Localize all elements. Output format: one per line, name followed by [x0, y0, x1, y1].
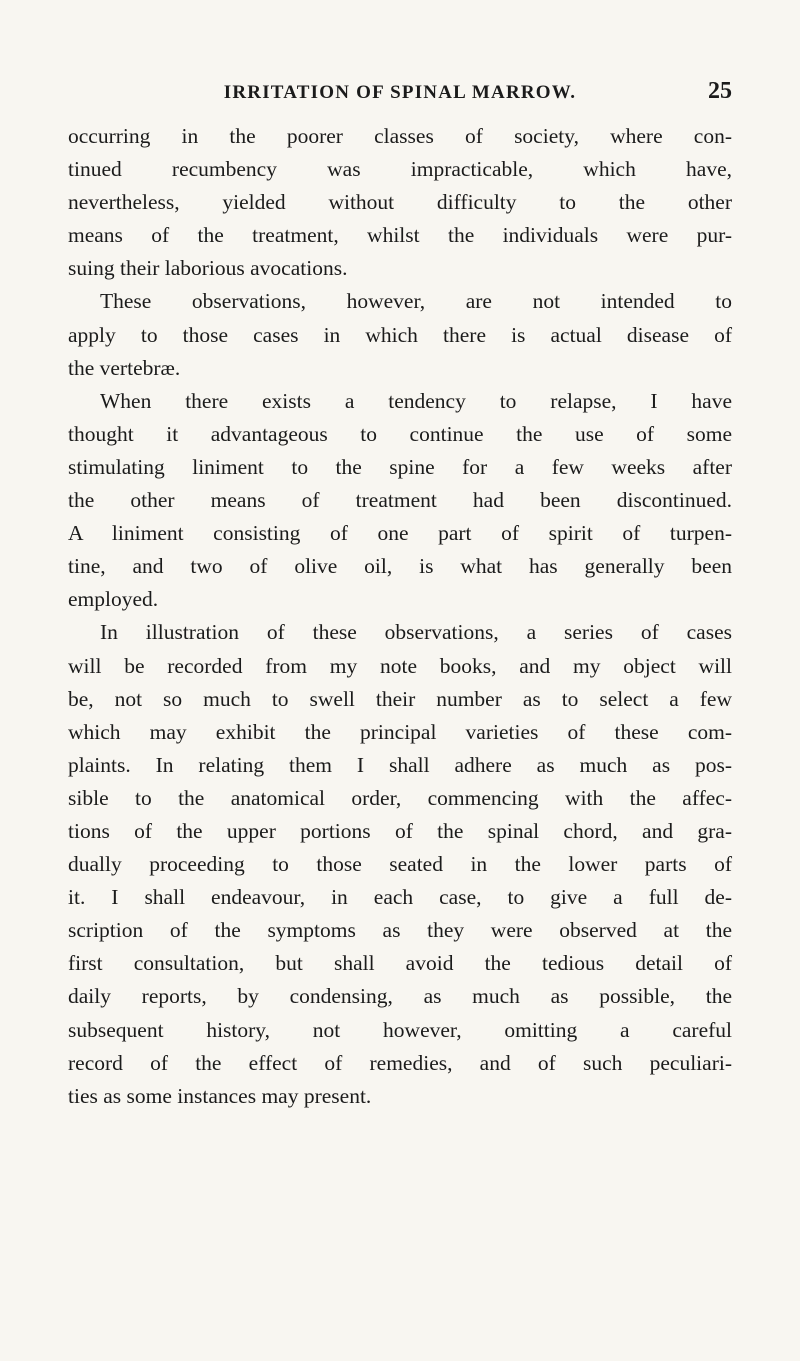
text-line: dually proceeding to those seated in the lower parts of [68, 852, 732, 877]
text-line: first consultation, but shall avoid the tedious detail of [68, 951, 732, 976]
text-line: suing their laborious avocations. [68, 256, 348, 281]
running-title: IRRITATION OF SPINAL MARROW. [223, 82, 577, 103]
text-line: stimulating liniment to the spine for a few weeks after [68, 454, 732, 479]
text-line: tinued recumbency was impracticable, which have, [68, 157, 732, 182]
text-line: ties as some instances may present. [68, 1083, 372, 1108]
text-line: tine, and two of olive oil, is what has generally been [68, 554, 732, 579]
text-line: will be recorded from my note books, and my object will [68, 653, 732, 678]
text-line: daily reports, by condensing, as much as possible, the [68, 984, 732, 1009]
text-line: When there exists a tendency to relapse, I have [100, 388, 732, 413]
text-line: occurring in the poorer classes of society, where con- [68, 124, 732, 148]
text-line: which may exhibit the principal varieties of these com- [68, 719, 732, 744]
page-number: 25 [708, 78, 732, 104]
text-line: tions of the upper portions of the spinal chord, and gra- [68, 818, 732, 843]
running-head [68, 78, 732, 108]
text-line: A liniment consisting of one part of spirit of turpen- [68, 521, 732, 546]
text-line: employed. [68, 587, 159, 612]
text-line: scription of the symptoms as they were observed at the [68, 918, 732, 943]
text-line: the other means of treatment had been discontinued. [68, 488, 732, 513]
text-line: sible to the anatomical order, commencing with the affec- [68, 785, 732, 810]
text-line: means of the treatment, whilst the individuals were pur- [68, 223, 732, 248]
text-line: subsequent history, not however, omitting a careful [68, 1017, 732, 1042]
text-line: thought it advantageous to continue the use of some [68, 421, 732, 446]
text-line: be, not so much to swell their number as to select a few [68, 686, 732, 711]
text-line: record of the effect of remedies, and of such peculiari- [68, 1050, 732, 1075]
text-line: the vertebræ. [68, 355, 181, 380]
text-line: it. I shall endeavour, in each case, to give a full de- [68, 885, 732, 910]
text-line: apply to those cases in which there is actual disease of [68, 322, 732, 347]
text-line: nevertheless, yielded without difficulty to the other [68, 190, 732, 215]
body-text [68, 120, 732, 1113]
text-line: These observations, however, are not intended to [100, 289, 732, 314]
text-line: In illustration of these observations, a series of cases [100, 620, 732, 645]
text-line: plaints. In relating them I shall adhere as much as pos- [68, 752, 732, 777]
